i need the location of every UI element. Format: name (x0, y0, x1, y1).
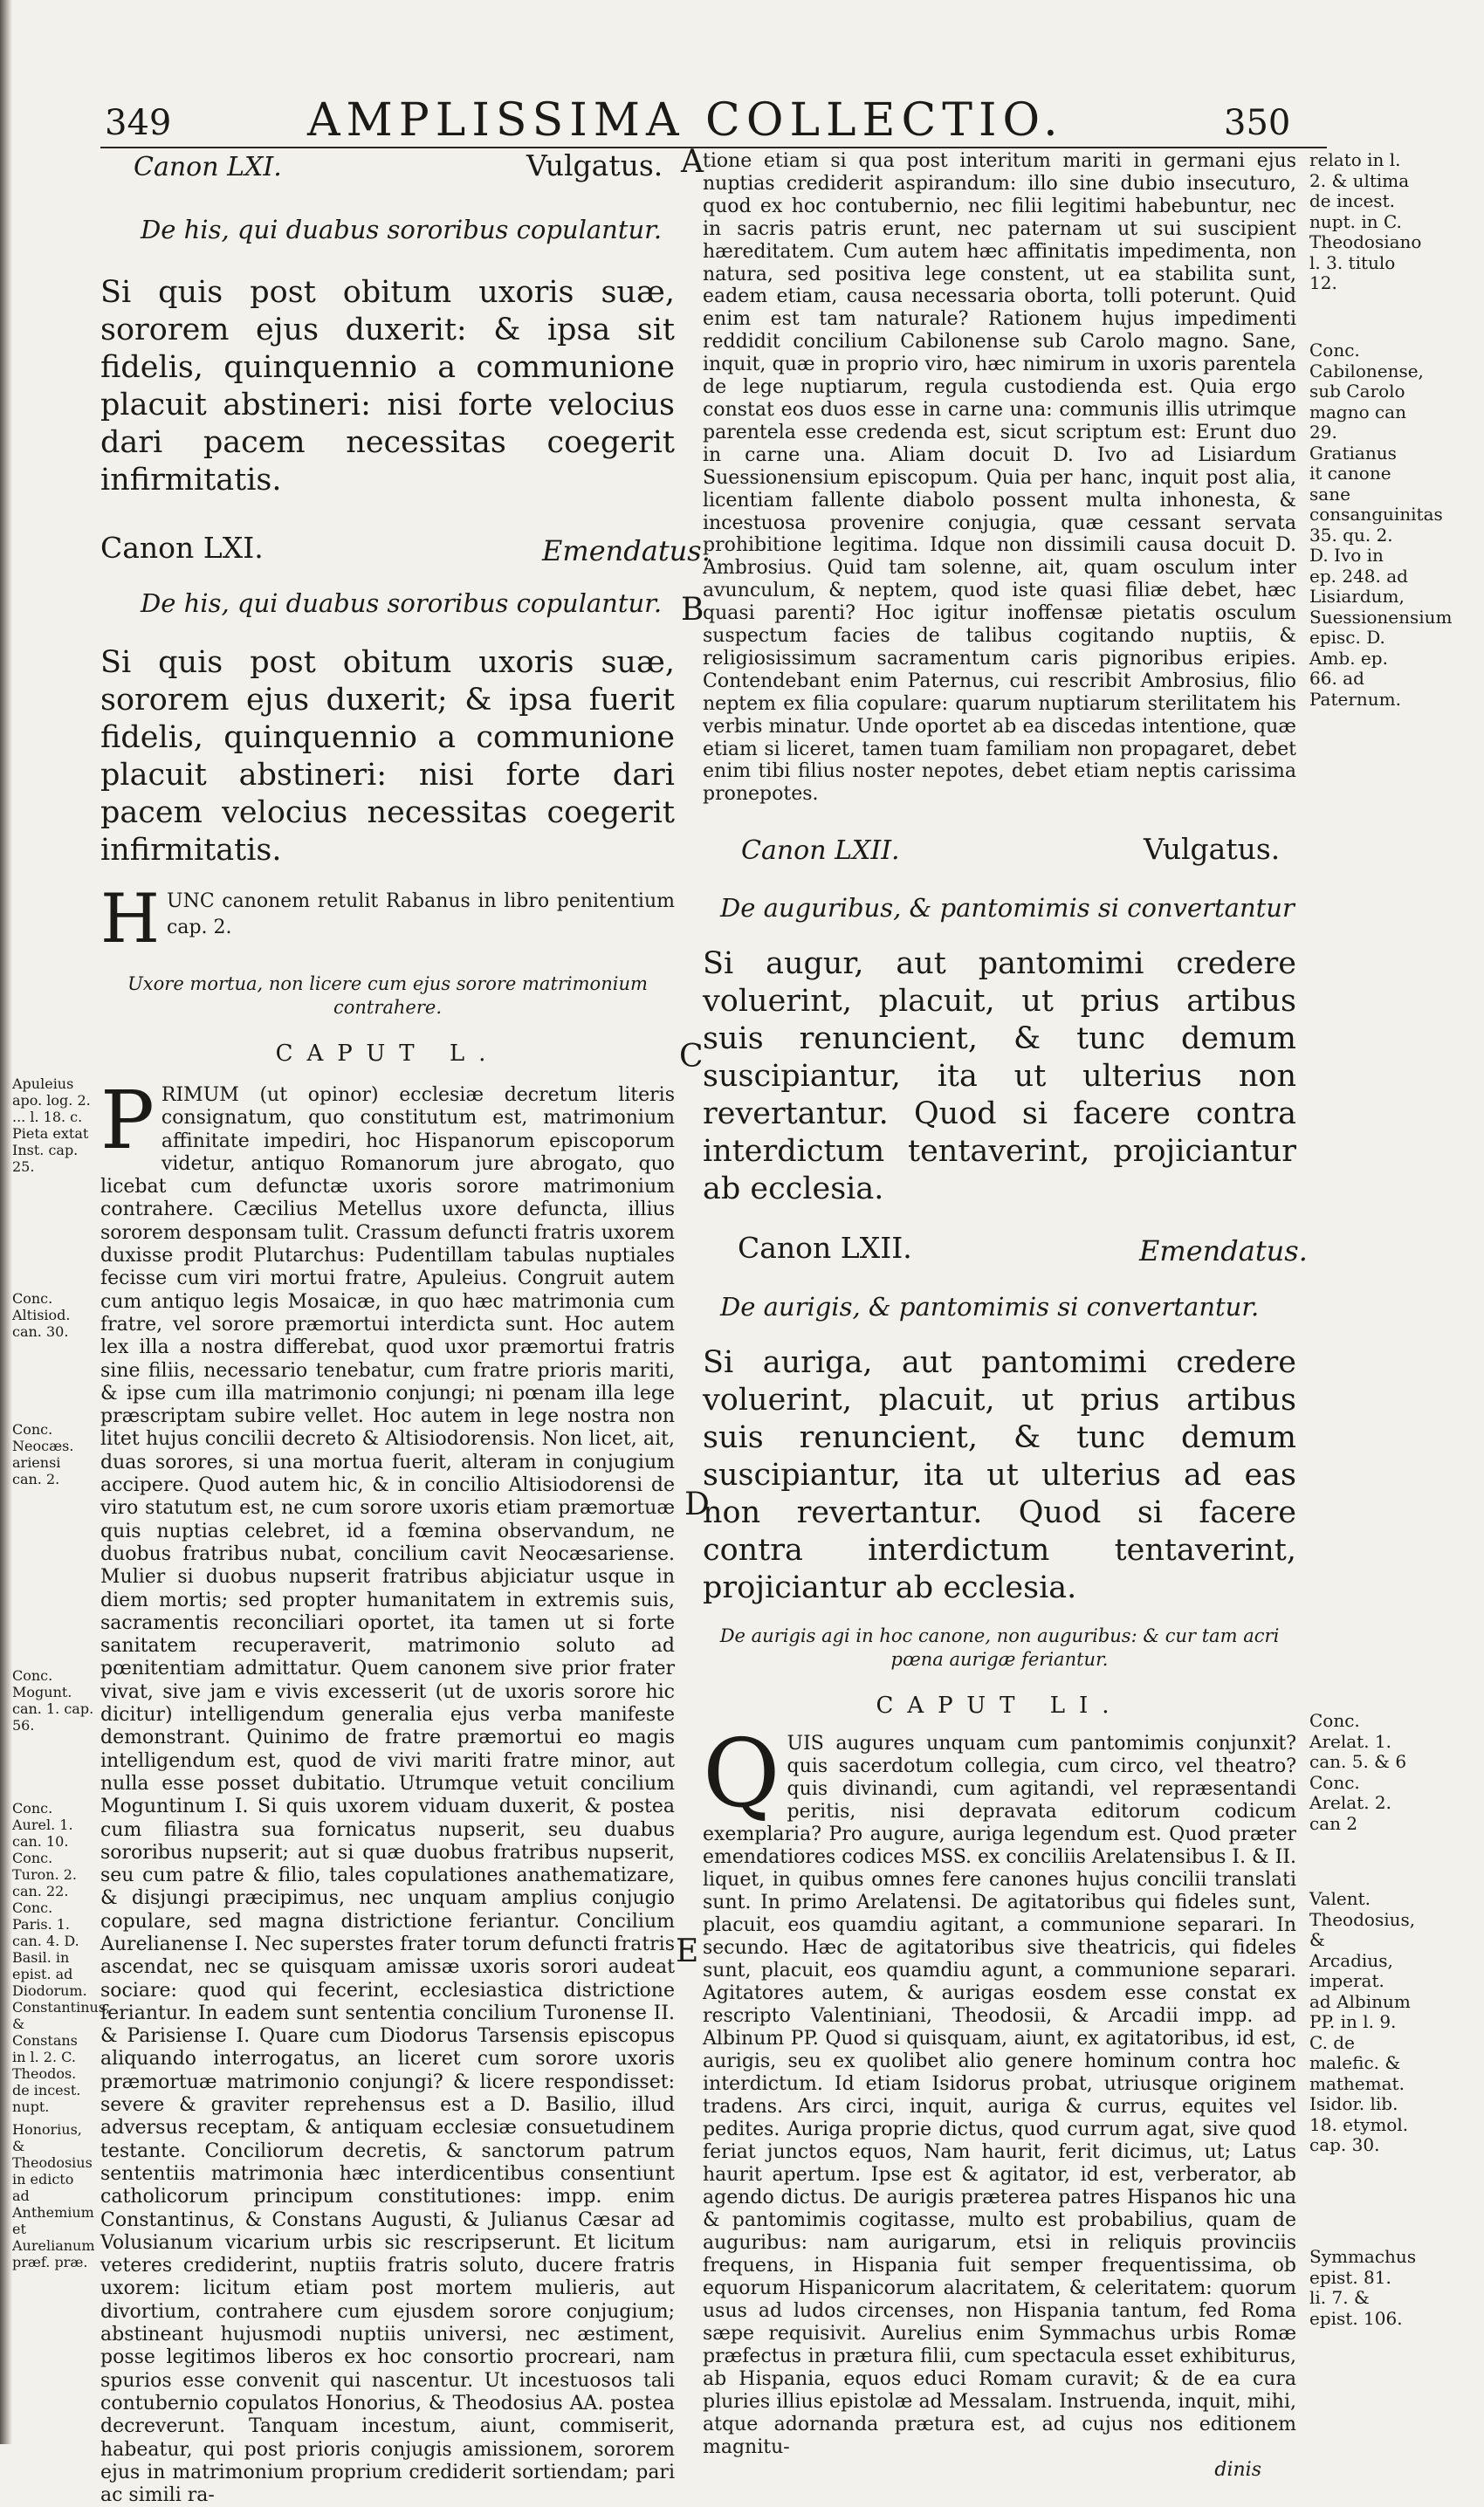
canon-text: Si auriga, aut pantomimi credere voluerint, placuit, ut prius artibus suis renuncient, & tunc demum suscipiantur, ita ut ulterius ad eas non revertantur. Quod si facere contra interdictum tentaverint, projiciantur ab ecclesia. (703, 1345, 1296, 1606)
canon-number: Canon LXII. (741, 835, 900, 867)
version-label: Emendatus. (542, 534, 711, 567)
caput-l-body (100, 1074, 675, 2507)
body-paragraph: tione etiam si qua post interitum mariti in germani ejus nuptias crediderit aspirandum: illo sine dubio insecuturo, quod ex hoc contubernio, nec filii legitimi habebuntur, nec in sacris patris erunt, nec paternam ut sui suscipient hæreditatem. Cum autem hæc affinitatis impedimenta, non natura, sed positiva lege constent, ut ea stabilita sunt, eadem etiam, causa necessaria oborta, tolli poterunt. Quid enim est tam naturale? Rationem hujus impedimenti reddidit concilium Cabilonense sub Carolo magno. Sane, inquit, quæ in proprio viro, hæc nimirum in uxoris parentela de lege nuptiarum, regula custodienda est. Quia ergo constat eos duos esse in carne una: communis illis utrimque parentela esse credenda est, sicut scriptum est: Erunt duo in carne una. Aliam docuit D. Ivo ad Lisiardum Suessionensium episcopum. Quia per hanc, inquit post alia, licentiam fallente diabolo possent multa inhonesta, & incestuosa provenire conjugia, quæ cessant servata prohibitione legitima. Idque non dissimili causa docuit D. Ambrosius. Quid tam solenne, ait, quam osculum inter avunculum, & neptem, quod iste quasi filiæ debet, hæc quasi parenti? Hoc igitur inoffensæ pietatis osculum suspectum facies de talibus cogitando nuptiis, & religiosissimum sacramentum caris pignoribus eripies. Contendebant enim Paternus, cui rescribit Ambrosius, filio neptem ex filia copulare: quarum nuptiarum sterilitatem his verbis minatur. Unde oportet ab ea discedas intentione, quæ etiam si liceret, tamen tuam familiam non propagaret, debet enim tibi filius noster nepotes, debet etiam neptis carissima pronepotes. (703, 150, 1296, 806)
body-dropcap: Q (703, 1720, 780, 1830)
caput-li-body (703, 1720, 1297, 2482)
section-letter-c: C (679, 1039, 704, 1075)
body-paragraph: RIMUM (ut opinor) ecclesiæ decretum literis consignatum, quo constitutum est, matrimonium affinitate impediri, hoc Hispanorum episcoporum videtur, antiquo Romanorum jure abrogato, quo licebat cum defunctæ uxoris sorore matrimonium contrahere. Cæcilius Metellus uxore defuncta, illius sororem desponsam tulit. Crassum defuncti fratris uxorem duxisse prodit Plutarchus: Pudentillam tabulas nuptiales fecisse cum viri mortui fratre, Apuleius. Congruit autem cum antiquo legis Mosaicæ, in quo hæc matrimonia cum fratre, vel sorore præmortui interdicta sunt. Hoc autem lex illa a nostra differebat, quod uxor præmortui fratris sine filiis, necessario tenebatur, cum fratre prioris mariti, & ipse cum illa matrimonio conjungi; ni pœnam illa lege præscriptam subire vellet. Hoc autem in lege nostra non litet hujus concilii decreto & Altisiodorensis. Non licet, ait, duas sorores, si una mortua fuerit, alteram in conjugium accipere. Quod autem hic, & in concilio Altisiodorensi de viro statutum est, ne cum sorore uxoris etiam præmortuæ quis nuptias celebret, id a fœmina observandum, ne duobus fratribus nubat, concilium cavit Neocæsariense. Mulier si duobus nupserit fratribus abjiciatur usque in diem mortis; sed propter humanitatem in extremis suis, sacramentis reconciliari oportet, ita tamen ut si forte sanitatem recuperaverit, matrimonio soluto ad pœnitentiam admittatur. Quem canonem sive prior frater vivat, sive jam e vivis excesserit (ut de uxoris sorore hic dicitur) intelligendum generalia ejus verba manifeste demonstrant. Quinimo de fratre præmortui eo magis intelligendum est, quod de vivi mariti fratre minor, aut nulla esse posset dubitatio. Utrumque vetuit concilium Moguntinum I. Si quis uxorem viduam duxerit, & postea cum filiastra sua fornicatus nupserit, seu duabus sororibus nupserit; aut si quæ duobus fratribus nupserit, seu cum patre & filio, tales copulationes anathematizare, & disjungi præcipimus, nec unquam amplius conjugio copulare, sed magna districtione feriantur. Concilium Aurelianense I. Nec superstes frater torum defuncti fratris ascendat, nec se quisquam amissæ uxoris sorori audeat sociare: quod qui fecerint, ecclesiastica districtione feriantur. In eadem sunt sententia concilium Turonense II. & Parisiense I. Quare cum Diodorus Tarsensis episcopus aliquando interrogatus, an liceret cum sorore uxoris præmortuæ matrimonio conjungi? & licere respondisset: severe & graviter reprehensus est a D. Basilio, illud adversus receptam, & antiquam ecclesiæ consuetudinem testante. Conciliorum decretis, & sanctorum patrum sententiis matrimonia hæc interdicentibus consentiunt catholicorum principum constitutiones: impp. enim Constantinus, & Constans Augusti, & Julianus Cæsar ad Volusianum vicarium urbis sic rescripserunt. Et licitum veteres crediderint, nuptiis fratris soluto, ducere fratris uxorem: licitum etiam post mortem mulieris, aut divortium, contrahere cum ejusdem sorore conjugium; abstineant hujusmodi nuptiis universi, nec æstiment, posse legitimos liberos ex hoc consortio procreari, nam spurios esse convenit qui nascentur. Ut incestuosos tali contubernio copulatos Honorius, & Theodosius AA. postea decreverunt. Tanquam incestum, aiunt, commiserit, habeatur, qui post prioris conjugis amissionem, sororem ejus in matrimonium proprium crediderit sortiendam; pari ac simili ra- (100, 1084, 675, 2507)
canon-text: Si quis post obitum uxoris suæ, sororem ejus duxerit; & ipsa fuerit fidelis, quinquennio a communione placuit abstineri: nisi forte dari pacem velocius necessitas coegerit infirmitatis. (100, 645, 675, 868)
right-margin-note: Symmachus epist. 81. li. 7. & epist. 106. (1309, 2246, 1417, 2329)
left-margin-note: Conc. Mogunt. can. 1. cap. 56. (12, 1667, 94, 1734)
canon-62-vulgatus-title: De auguribus, & pantomimis si convertantur (720, 893, 1295, 924)
caput-l-continuation (703, 150, 1296, 806)
canon-61-vulgatus-text (100, 274, 675, 499)
canon-text: Si quis post obitum uxoris suæ, sororem ejus duxerit: & ipsa sit fidelis, quinquennio a communione placuit abstineri: nisi forte velocius dari pacem necessitas coegerit infirmitatis. (100, 275, 675, 498)
caput-li-heading: CAPUT LI. (876, 1693, 1123, 1720)
canon-61-emendatus-heading (100, 531, 711, 569)
canon-62-emendatus-heading (703, 1231, 1308, 1269)
right-page-number: 350 (1224, 103, 1291, 143)
body-paragraph: UIS augures unquam cum pantomimis conjunxit? quis sacerdotum collegia, cum circo, vel theatro? quis divinandi, cum agitandi, vel repræsentandi peritis, nisi depravata editorum codicum exemplaria? Pro augure, auriga legendum est. Quod præter emendatiores codices MSS. ex conciliis Arelatensibus I. & II. liquet, in quibus omnes fere canones hujus concilii translati sunt. In primo Arelatensi. De agitatoribus qui fideles sunt, placuit, eos quamdiu agitant, a communione separari. In secundo. Hæc de agitatoribus sive theatricis, qui fideles sunt, placuit, eos quamdiu agunt, a communione separari. Agitatores autem, & aurigas eosdem esse constat ex rescripto Valentiniani, Theodosii, & Arcadii impp. ad Albinum PP. Quod si quisquam, aiunt, ex agitatoribus, id est, aurigis, seu ex quolibet alio genere hominum contra hoc interdictum. Id etiam Isidorus probat, utriusque originem tradens. Ars circi, inquit, auriga & currus, equites vel pedites. Auriga proprie dictus, quod currum agat, sive quod feriat junctos equos, Nam haurit, ferit dicimus, ut; Latus haurit apertum. Ipse est & agitator, id est, verberator, ab agendo dictus. De aurigis præterea patres Hispanos hic una & pantomimis cogitasse, multo est probabilius, quam de auguribus: nam aurigarum, etsi in reliquis provinciis frequens, in Hispania fuit semper frequentissima, ob equorum Hispanicorum alacritatem, & celeritatem: quorum usus ad ludos circenses, non Hispania tantum, fed Roma sæpe requisivit. Aurelius enim Symmachus urbis Romæ præfectus in prætura filii, cum spectacula esset exhibiturus, ab Hispania, equos educi Romam curavit; & de ea cura pluries illius epistolæ ad Messalam. Instruenda, inquit, mihi, atque adornanda prætura est, ad cujus nos editionem magnitu- (703, 1733, 1297, 2459)
canon-62-emendatus-text (703, 1344, 1296, 1607)
note-dropcap: H (100, 880, 161, 958)
right-margin-note: Conc. Cabilonense, sub Carolo magno can 29. Gratianus it canone sane consanguinitas 35. qu. 2. D. Ivo in ep. 248. ad Lisiardum, Suessionensium episc. D. Amb. ep. 66. ad Paternum. (1309, 340, 1453, 710)
right-column (703, 150, 1308, 2482)
canon-number: Canon LXII. (738, 1231, 912, 1266)
rabanus-note (100, 880, 675, 958)
canon-61-emendatus-text (100, 644, 675, 869)
section-letter-e: E (676, 1933, 699, 1969)
left-margin-note: Honorius, & Theodosius in edicto ad Anthemium et Aurelianum præf. præ. (12, 2121, 95, 2270)
canon-text: Si augur, aut pantomimi credere voluerint, placuit, ut prius artibus suis renuncient, & tunc demum suscipiantur, ita ut ulterius non revertantur. Quod si facere contra interdictum tentaverint, projiciantur ab ecclesia. (703, 946, 1296, 1207)
right-margin-note: Conc. Arelat. 1. can. 5. & 6 Conc. Arelat. 2. can 2 (1309, 1710, 1407, 1834)
catchword: dinis (1214, 2459, 1261, 2482)
version-label: Emendatus. (1139, 1234, 1308, 1268)
left-margin-note: Conc. Altisiod. can. 30. (12, 1290, 71, 1340)
canon-62-emendatus-title: De aurigis, & pantomimis si convertantur. (720, 1292, 1260, 1322)
section-letter-d: D (684, 1487, 710, 1522)
version-label: Vulgatus. (1144, 832, 1281, 867)
body-dropcap: P (100, 1074, 155, 1167)
canon-61-emendatus-title: De his, qui duabus sororibus copulantur. (141, 588, 663, 618)
canon-number: Canon LXI. (134, 152, 282, 182)
caput-l-heading: CAPUT L. (275, 1041, 500, 1067)
left-margin-note: Conc. Aurel. 1. can. 10. Conc. Turon. 2. can. 22. Conc. Paris. 1. can. 4. D. Basil. in epist. ad Diodorum. Constantinus, & Constans in l. 2. C. Theodos. de incest. nupt. (12, 1800, 111, 2115)
caput-l-summary: Uxore mortua, non licere cum ejus sorore matrimonium contrahere. (127, 973, 648, 1018)
right-margin-note: Valent. Theodosius, & Arcadius, imperat. ad Albinum PP. in l. 9. C. de malefic. & mathemat. Isidor. lib. 18. etymol. cap. 30. (1309, 1888, 1416, 2155)
running-title: AMPLISSIMA COLLECTIO. (307, 94, 1064, 147)
left-margin-note: Conc. Neocæs. ariensi can. 2. (12, 1421, 74, 1487)
left-column (100, 148, 711, 2507)
binding-shadow (0, 0, 12, 2444)
caput-li-summary: De aurigis agi in hoc canone, non auguribus: & cur tam acri pœna aurigæ feriantur. (719, 1625, 1280, 1671)
canon-number: Canon LXI. (100, 531, 264, 565)
note-text: UNC canonem retulit Rabanus in libro penitentium cap. 2. (167, 890, 675, 938)
section-letter-a: A (681, 144, 704, 180)
canon-61-vulgatus-title: De his, qui duabus sororibus copulantur. (141, 215, 663, 244)
header-rule (100, 147, 1327, 148)
left-page-number: 349 (105, 103, 172, 143)
version-label: Vulgatus. (526, 148, 663, 182)
canon-61-vulgatus-heading (100, 148, 675, 189)
section-letter-b: B (681, 592, 704, 628)
right-margin-note: relato in l. 2. & ultima de incest. nupt. in C. Theodosiano l. 3. titulo 12. (1309, 149, 1422, 293)
canon-62-vulgatus-heading (703, 832, 1296, 870)
left-margin-note: Apuleius apo. log. 2. ... l. 18. c. Pieta extat Inst. cap. 25. (12, 1075, 91, 1175)
canon-62-vulgatus-text (703, 945, 1296, 1208)
